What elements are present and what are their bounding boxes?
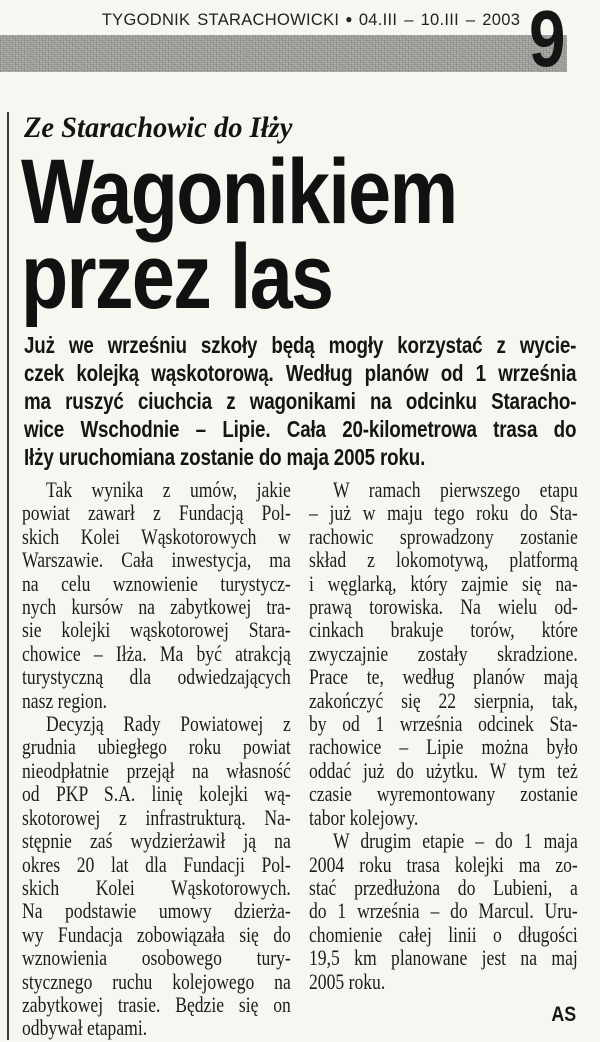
lead-line: czek kolejką wąskotorową. Według planów od 1 września [24,360,577,386]
text-line: Prace te, według planów mają [309,664,578,690]
text-line: oddać już do użytku. W tym też [309,757,578,783]
text-line: rachowice – Lipie można było [309,734,578,760]
text-line: by od 1 września odcinek Sta- [309,711,578,737]
text-line: odbywał etapami. [22,1015,148,1041]
lead-line: ma ruszyć ciuchcia z wagonikami na odcinku Staracho- [24,388,577,414]
text-line: nych kursów na zabytkowej tra- [22,594,291,620]
text-line: okres 20 lat dla Fundacji Pol- [22,851,291,877]
article-kicker: Ze Starachowic do Iłży [24,111,293,144]
article-lead [24,331,576,471]
text-line: sie kolejki wąskotorowej Stara- [22,617,291,643]
masthead-date-range: 04.III – 10.III – 2003 [358,11,521,29]
text-line: – już w maju tego roku do Sta- [309,500,578,526]
masthead-title: TYGODNIK STARACHOWICKI [101,11,340,29]
text-line: nasz region. [22,687,108,713]
masthead-row [0,11,600,30]
text-line: zabytkowej trasie. Będzie się on [22,991,291,1017]
article-headline [21,141,457,328]
text-line: skład z lokomotywą, platformą [309,547,578,573]
lead-line: Już we wrześniu szkoły będą mogły korzystać z wycie- [24,332,577,358]
text-line: rachowic sprowadzony zostanie [309,523,578,549]
lead-line: wice Wschodnie – Lipie. Cała 20-kilometrowa trasa do [24,416,577,442]
text-line: czasie wyremontowany zostanie [309,781,578,807]
text-line: nieodpłatnie przejął na własność [22,757,291,783]
text-line: zakończyć się 22 sierpnia, tak, [309,687,578,713]
text-line: skotorowej z infrastrukturą. Na- [22,804,291,830]
body-paragraph [22,478,291,712]
text-line: tabor kolejowy. [309,804,419,830]
text-line: wznowienia osobowego tury- [22,945,291,971]
headline-line: przez las [21,226,333,328]
text-line: 2005 roku. [309,968,386,994]
text-line: wy Fundacja zobowiązała się do [22,921,291,947]
text-line: 19,5 km planowane jest na maj [309,945,578,971]
header-divider-bar [0,35,567,72]
text-line: skich Kolei Wąskotorowych w [22,523,291,549]
text-line: stępnie zaś wydzierżawił ją na [22,828,291,854]
bullet-separator-icon: ● [345,12,353,26]
text-line: chowice – Iłża. Ma być atrakcją [22,640,291,666]
text-line: i węglarką, który zajmie się na- [309,570,578,596]
text-line: Tak wynika z umów, jakie [46,477,291,502]
lead-line: Iłży uruchomiana zostanie do maja 2005 roku. [24,444,426,470]
text-line: turystyczną dla odwiedzających [22,664,291,690]
text-line: na celu wznowienie turystycz- [22,570,291,596]
text-line: od PKP S.A. linię kolejki wą- [22,781,291,807]
text-line: powiat zawarł z Fundacją Pol- [22,500,291,526]
body-paragraph [22,712,291,1040]
body-paragraph [309,478,578,829]
left-column-rule [7,112,9,1040]
text-line: W drugim etapie – do 1 maja [333,828,578,854]
text-line: Warszawie. Cała inwestycja, ma [22,547,291,573]
text-line: 2004 roku trasa kolejki ma zo- [309,851,578,877]
text-line: grudnia ubiegłego roku powiat [22,734,291,760]
text-line: stycznego ruchu kolejowego na [22,968,291,994]
text-line: Decyzją Rady Powiatowej z [46,711,291,737]
text-line: prawą torowiska. Na wielu od- [309,594,578,620]
text-line: stać przedłużona do Lubieni, a [309,874,578,900]
text-line: chomienie całej linii o długości [309,921,578,947]
page-number: 9 [529,0,566,83]
body-paragraph [309,829,578,993]
article-column-left [22,478,291,1040]
author-initials: AS [551,1003,576,1026]
text-line: cinkach brakuje torów, które [309,617,578,643]
text-line: zwyczajnie zostały skradzione. [309,640,578,666]
text-line: do 1 września – do Marcul. Uru- [309,898,578,924]
text-line: skich Kolei Wąskotorowych. [22,874,291,900]
headline-line: Wagonikiem [21,141,457,243]
text-line: Na podstawie umowy dzierża- [22,898,291,924]
text-line: W ramach pierwszego etapu [333,477,578,502]
article-column-right [309,478,578,993]
